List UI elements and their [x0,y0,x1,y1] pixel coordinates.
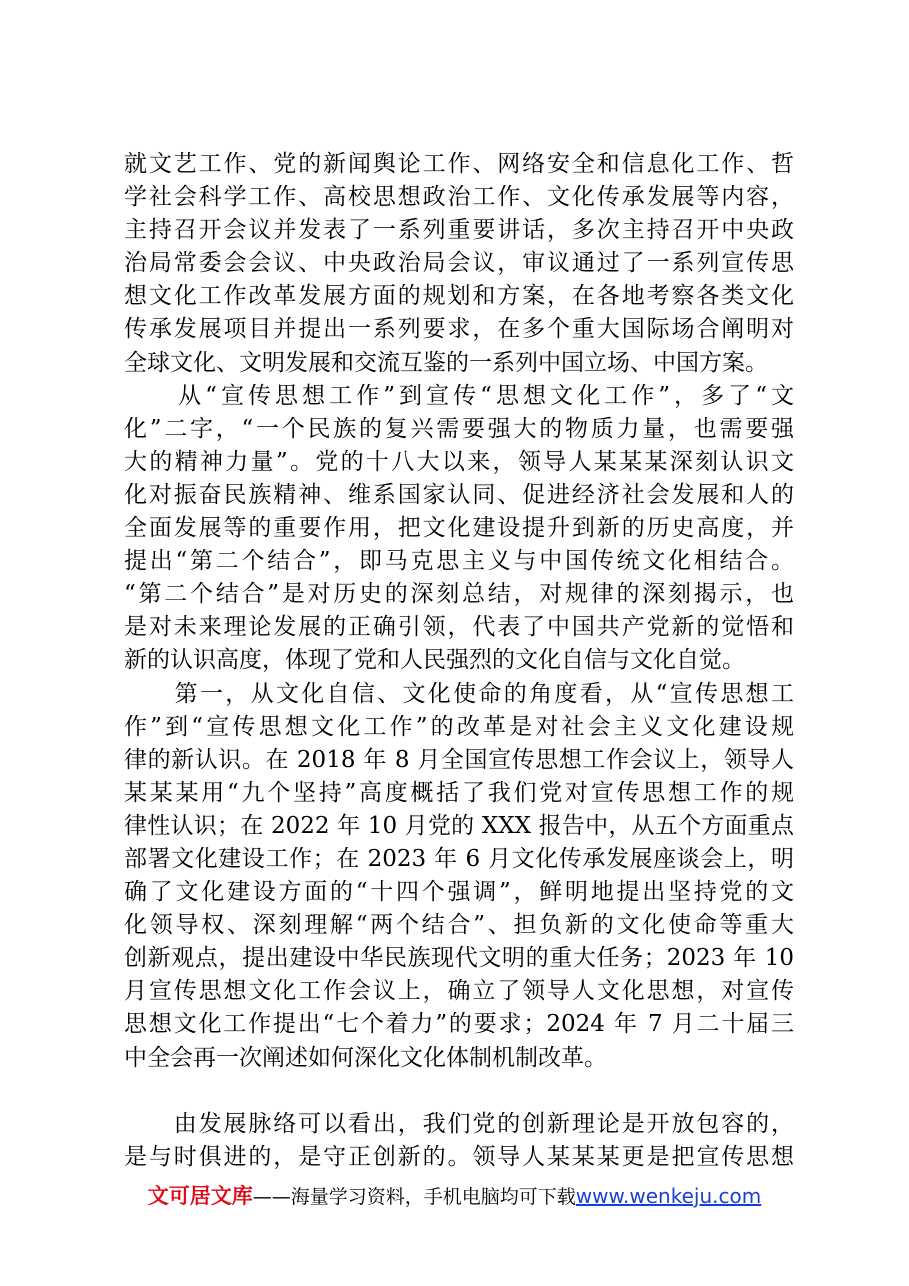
body-text-line: 是对未来理论发展的正确引领，代表了中国共产党新的觉悟和 [124,614,794,641]
body-text-line: 月宣传思想文化工作会议上，确立了领导人文化思想，对宣传 [124,978,794,1005]
body-text-line: 从“宣传思想工作”到宣传“思想文化工作”，多了“文 [124,382,794,409]
body-text-line: 学社会科学工作、高校思想政治工作、文化传承发展等内容， [124,184,794,211]
body-text-line: 想文化工作改革发展方面的规划和方案，在各地考察各类文化 [124,283,794,310]
body-text-line: 就文艺工作、党的新闻舆论工作、网络安全和信息化工作、哲 [124,151,794,177]
body-text-line: 创新观点，提出建设中华民族现代文明的重大任务；2023 年 10 [124,945,794,972]
document-body [124,148,794,1174]
footer-brand: 文可居文库 [147,1184,253,1208]
body-text-line: 是与时俱进的，是守正创新的。领导人某某某更是把宣传思想 [124,1143,794,1170]
body-text-line: 主持召开会议并发表了一系列重要讲话，多次主持召开中央政 [124,217,794,244]
body-text-line: 化”二字，“一个民族的复兴需要强大的物质力量，也需要强 [124,415,794,442]
body-text-line [124,1075,794,1108]
body-text-line: 全面发展等的重要作用，把文化建设提升到新的历史高度，并 [124,515,794,542]
body-text-line: 提出“第二个结合”，即马克思主义与中国传统文化相结合。 [124,548,794,575]
body-text-line: 中全会再一次阐述如何深化文化体制机制改革。 [124,1044,607,1071]
footer-website-link[interactable]: www.wenkeju.com [575,1184,762,1208]
body-text-line: 确了文化建设方面的“十四个强调”，鲜明地提出坚持党的文 [124,879,794,906]
body-text-line: 由发展脉络可以看出，我们党的创新理论是开放包容的， [124,1110,794,1137]
body-text-line: 化对振奋民族精神、维系国家认同、促进经济社会发展和人的 [124,481,794,508]
footer-tagline: ——海量学习资料，手机电脑均可下载 [252,1186,576,1208]
body-text-line: 全球文化、文明发展和交流互鉴的一系列中国立场、中国方案。 [124,349,768,376]
body-text-line: 律的新认识。在 2018 年 8 月全国宣传思想工作会议上，领导人 [124,746,794,773]
body-text-line: 思想文化工作提出“七个着力”的要求；2024 年 7 月二十届三 [124,1011,794,1038]
body-text-line: 传承发展项目并提出一系列要求，在多个重大国际场合阐明对 [124,316,794,343]
footer-banner [0,1180,909,1210]
body-text-line: 新的认识高度，体现了党和人民强烈的文化自信与文化自觉。 [124,647,745,674]
body-text-line: 治局常委会会议、中央政治局会议，审议通过了一系列宣传思 [124,250,794,277]
body-text-line: 某某某用“九个坚持”高度概括了我们党对宣传思想工作的规 [124,779,794,806]
body-text-line: 部署文化建设工作；在 2023 年 6 月文化传承发展座谈会上，明 [124,845,794,872]
body-text-line: 第一，从文化自信、文化使命的角度看，从“宣传思想工 [124,680,794,707]
body-text-line: “第二个结合”是对历史的深刻总结，对规律的深刻揭示，也 [124,581,794,608]
body-text-line: 化领导权、深刻理解“两个结合”、担负新的文化使命等重大 [124,912,794,939]
body-text-line: 律性认识；在 2022 年 10 月党的 XXX 报告中，从五个方面重点 [124,812,794,839]
body-text-line: 大的精神力量”。党的十八大以来，领导人某某某深刻认识文 [124,448,794,475]
body-text-line: 作”到“宣传思想文化工作”的改革是对社会主义文化建设规 [124,713,794,740]
